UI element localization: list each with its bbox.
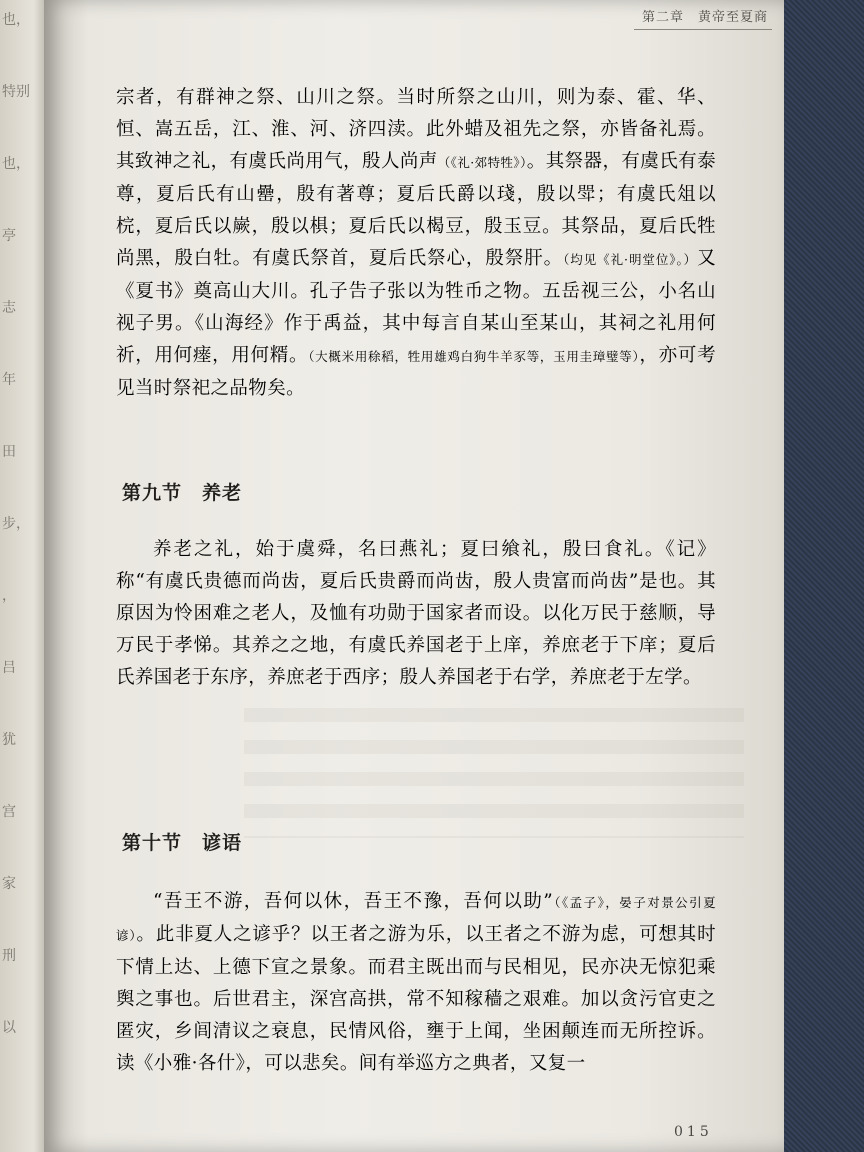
inline-note: （《礼·郊特牲》） <box>437 155 527 170</box>
left-page-fragment: 吕 <box>2 660 16 676</box>
paragraph-text: “吾王不游，吾何以休，吾王不豫，吾何以助” <box>153 891 554 912</box>
left-facing-page-edge <box>0 0 48 1152</box>
inline-note: （大概米用稌稻，牲用雄鸡白狗牛羊豕等，玉用圭璋璧等） <box>308 349 640 364</box>
section-10-heading: 第十节 谚语 <box>122 832 243 854</box>
inline-note: （《孟子》，晏子对景公引夏谚） <box>116 895 716 943</box>
page-number: 015 <box>674 1124 713 1140</box>
left-page-fragment: 以 <box>2 1020 16 1036</box>
inline-note: （均见《礼·明堂位》。） <box>563 252 698 267</box>
left-page-fragment: 年 <box>2 372 16 388</box>
paragraph-text: ，亦可考见当时祭祀之品物矣。 <box>116 345 716 399</box>
paragraph-sacrifice-items <box>116 82 716 405</box>
left-page-fragment: ， <box>2 588 16 604</box>
show-through-text <box>244 708 744 838</box>
left-page-fragment: 步， <box>2 516 30 532</box>
paragraph-text: 宗者，有群神之祭、山川之祭。当时所祭之山川，则为泰、霍、华、恒、嵩五岳，江、淮、河、济四渎。此外蜡及祖先之祭，亦皆备礼焉。其致神之礼，有虞氏尚用气，殷人尚声 <box>116 87 716 172</box>
left-page-fragment: 也， <box>2 156 30 172</box>
left-page-fragment: 也， <box>2 12 30 28</box>
left-page-fragment: 宫 <box>2 804 16 820</box>
paragraph-text: 又《夏书》奠高山大川。孔子告子张以为牲币之物。五岳视三公，小名山视子男。《山海经》作于禹益，其中每言自某山至某山，其祠之礼用何祈，用何瘗，用何糈。 <box>116 248 717 366</box>
left-page-text-fragments <box>2 0 42 1152</box>
left-page-fragment: 特别 <box>2 84 30 100</box>
paragraph-text: 。其祭器，有虞氏有泰尊，夏后氏有山罍，殷有著尊；夏后氏爵以琖，殷以斝；有虞氏俎以梡，夏后氏以嶡，殷以椇；夏后氏以楬豆，殷玉豆。其祭品，夏后氏牲尚黑，殷白牡。有虞氏祭首，夏后氏祭心，殷祭肝。 <box>116 151 716 269</box>
left-page-fragment: 田 <box>2 444 16 460</box>
paragraph-proverbs <box>116 886 716 1080</box>
left-page-fragment: 志 <box>2 300 16 316</box>
paragraph-elder-care: 养老之礼，始于虞舜，名曰燕礼；夏曰飨礼，殷曰食礼。《记》称“有虞氏贵德而尚齿，夏后氏贵爵而尚齿，殷人贵富而尚齿”是也。其原因为怜困难之老人，及恤有功勋于国家者而设。以化万民于慈顺，导万民于孝悌。其养之之地，有虞氏养国老于上庠，养庶老于下庠；夏后氏养国老于东序，养庶老于西序；殷人养国老于右学，养庶老于左学。 <box>116 539 716 688</box>
left-page-fragment: 家 <box>2 876 16 892</box>
left-page-fragment: 犹 <box>2 732 16 748</box>
paragraph-text: 。此非夏人之谚乎？以王者之游为乐，以王者之不游为虑，可想其时下情上达、上德下宣之景象。而君主既出而与民相见，民亦决无惊犯乘舆之事也。后世君主，深宫高拱，常不知稼穑之艰难。加以贪污官吏之匿灾，乡闾清议之衰息，民情风俗，壅于上闻，坐困颠连而无所控诉。读《小雅·各什》，可以悲矣。间有举巡方之典者，又复一 <box>116 924 716 1074</box>
book-page <box>44 0 784 1152</box>
running-head: 第二章 黄帝至夏商 <box>634 6 772 30</box>
left-page-fragment: 刑 <box>2 948 16 964</box>
left-page-fragment: 亭 <box>2 228 16 244</box>
section-9-heading: 第九节 养老 <box>122 482 243 504</box>
